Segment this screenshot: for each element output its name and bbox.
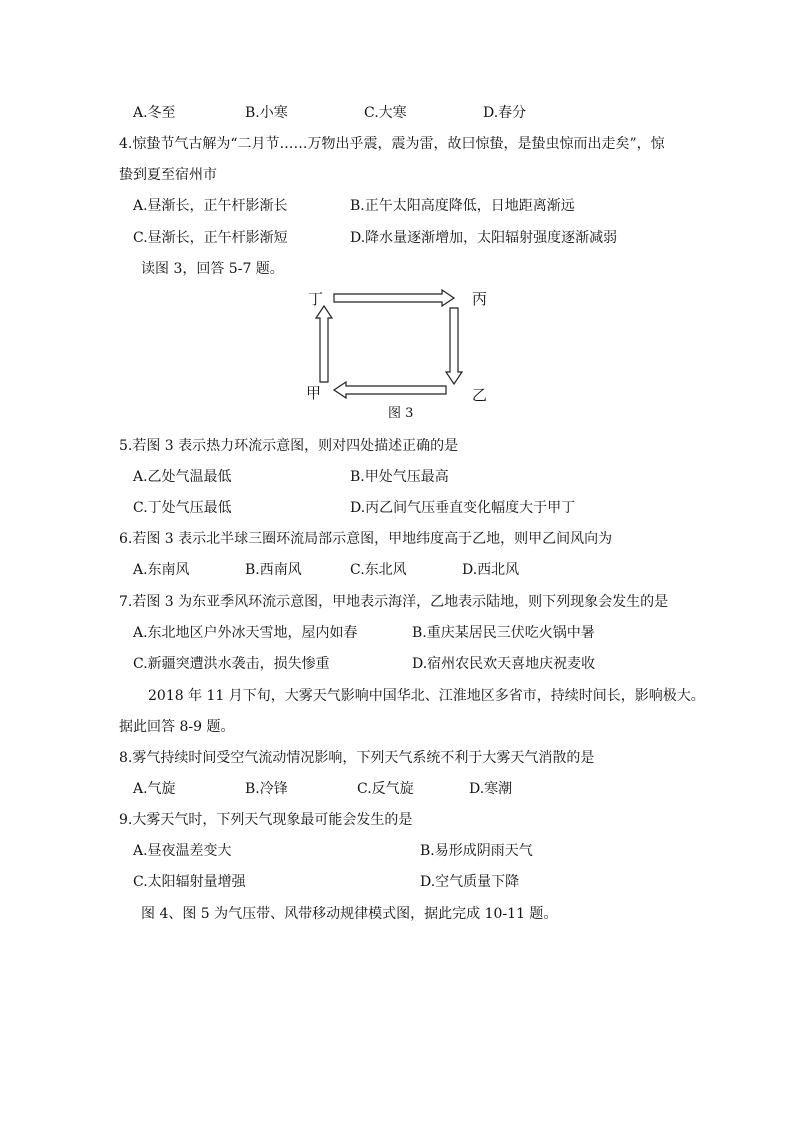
q5-option-a: A.乙处气温最低 [133,469,232,485]
intro-fog-line2: 据此回答 8-9 题。 [119,719,235,735]
q6-option-d: D.西北风 [462,562,520,578]
q3-option-a: A.冬至 [133,105,176,121]
q7-option-d: D.宿州农民欢天喜地庆祝麦收 [412,656,596,672]
q5-option-d: D.丙乙间气压垂直变化幅度大于甲丁 [350,500,576,516]
q3-option-d: D.春分 [483,105,527,121]
q4-option-a: A.昼渐长，正午杆影渐长 [133,198,288,214]
q8-option-a: A.气旋 [133,781,176,797]
q8-option-d: D.寒潮 [469,781,513,797]
q3-option-b: B.小寒 [245,105,288,121]
label-jia: 甲 [306,384,322,402]
q4-option-d: D.降水量逐渐增加，太阳辐射强度逐渐减弱 [350,230,618,246]
q9-option-d: D.空气质量下降 [420,874,520,890]
arrow-bing-to-yi [446,308,462,384]
q4-option-b: B.正午太阳高度降低，日地距离渐远 [350,198,575,214]
arrow-yi-to-jia [334,382,446,398]
q9-option-b: B.易形成阴雨天气 [420,843,533,859]
q4-option-c: C.昼渐长，正午杆影渐短 [133,230,288,246]
q4-stem-line1: 4.惊蛰节气古解为“二月节……万物出乎震，震为雷，故曰惊蛰，是蛰虫惊而出走矣”，惊 [119,136,665,152]
label-bing: 丙 [472,290,488,308]
arrow-jia-to-ding [316,306,332,382]
q7-option-b: B.重庆某居民三伏吃火锅中暑 [412,625,595,641]
q8-option-b: B.冷锋 [245,781,288,797]
q5-stem: 5.若图 3 表示热力环流示意图，则对四处描述正确的是 [119,438,459,454]
intro-fog-line1: 2018 年 11 月下旬，大雾天气影响中国华北、江淮地区多省市，持续时间长，影响极大。 [148,688,705,704]
q6-stem: 6.若图 3 表示北半球三圈环流局部示意图，甲地纬度高于乙地，则甲乙间风向为 [119,531,613,547]
q7-option-a: A.东北地区户外冰天雪地，屋内如春 [133,625,358,641]
q4-stem-line2: 蛰到夏至宿州市 [119,167,217,183]
q7-stem: 7.若图 3 为东亚季风环流示意图，甲地表示海洋，乙地表示陆地，则下列现象会发生的是 [119,594,669,610]
q3-option-c: C.大寒 [364,105,407,121]
q9-stem: 9.大雾天气时，下列天气现象最可能会发生的是 [119,812,413,828]
q8-option-c: C.反气旋 [357,781,414,797]
q6-option-b: B.西南风 [245,562,302,578]
intro-figure-4-5: 图 4、图 5 为气压带、风带移动规律模式图，据此完成 10-11 题。 [141,906,558,922]
q9-option-c: C.太阳辐射量增强 [133,874,246,890]
q8-stem: 8.雾气持续时间受空气流动情况影响，下列天气系统不利于大雾天气消散的是 [119,750,595,766]
arrow-ding-to-bing [334,290,454,306]
q5-option-c: C.丁处气压最低 [133,500,232,516]
label-yi: 乙 [472,386,488,404]
q6-option-a: A.东南风 [133,562,190,578]
q5-option-b: B.甲处气压最高 [350,469,449,485]
figure-3-caption: 图 3 [388,406,414,421]
q7-option-c: C.新疆突遭洪水袭击，损失惨重 [133,656,330,672]
q9-option-a: A.昼夜温差变大 [133,843,232,859]
label-ding: 丁 [308,290,324,308]
intro-figure-3: 读图 3，回答 5-7 题。 [141,261,284,277]
figure-3-diagram [296,282,506,421]
q6-option-c: C.东北风 [350,562,407,578]
